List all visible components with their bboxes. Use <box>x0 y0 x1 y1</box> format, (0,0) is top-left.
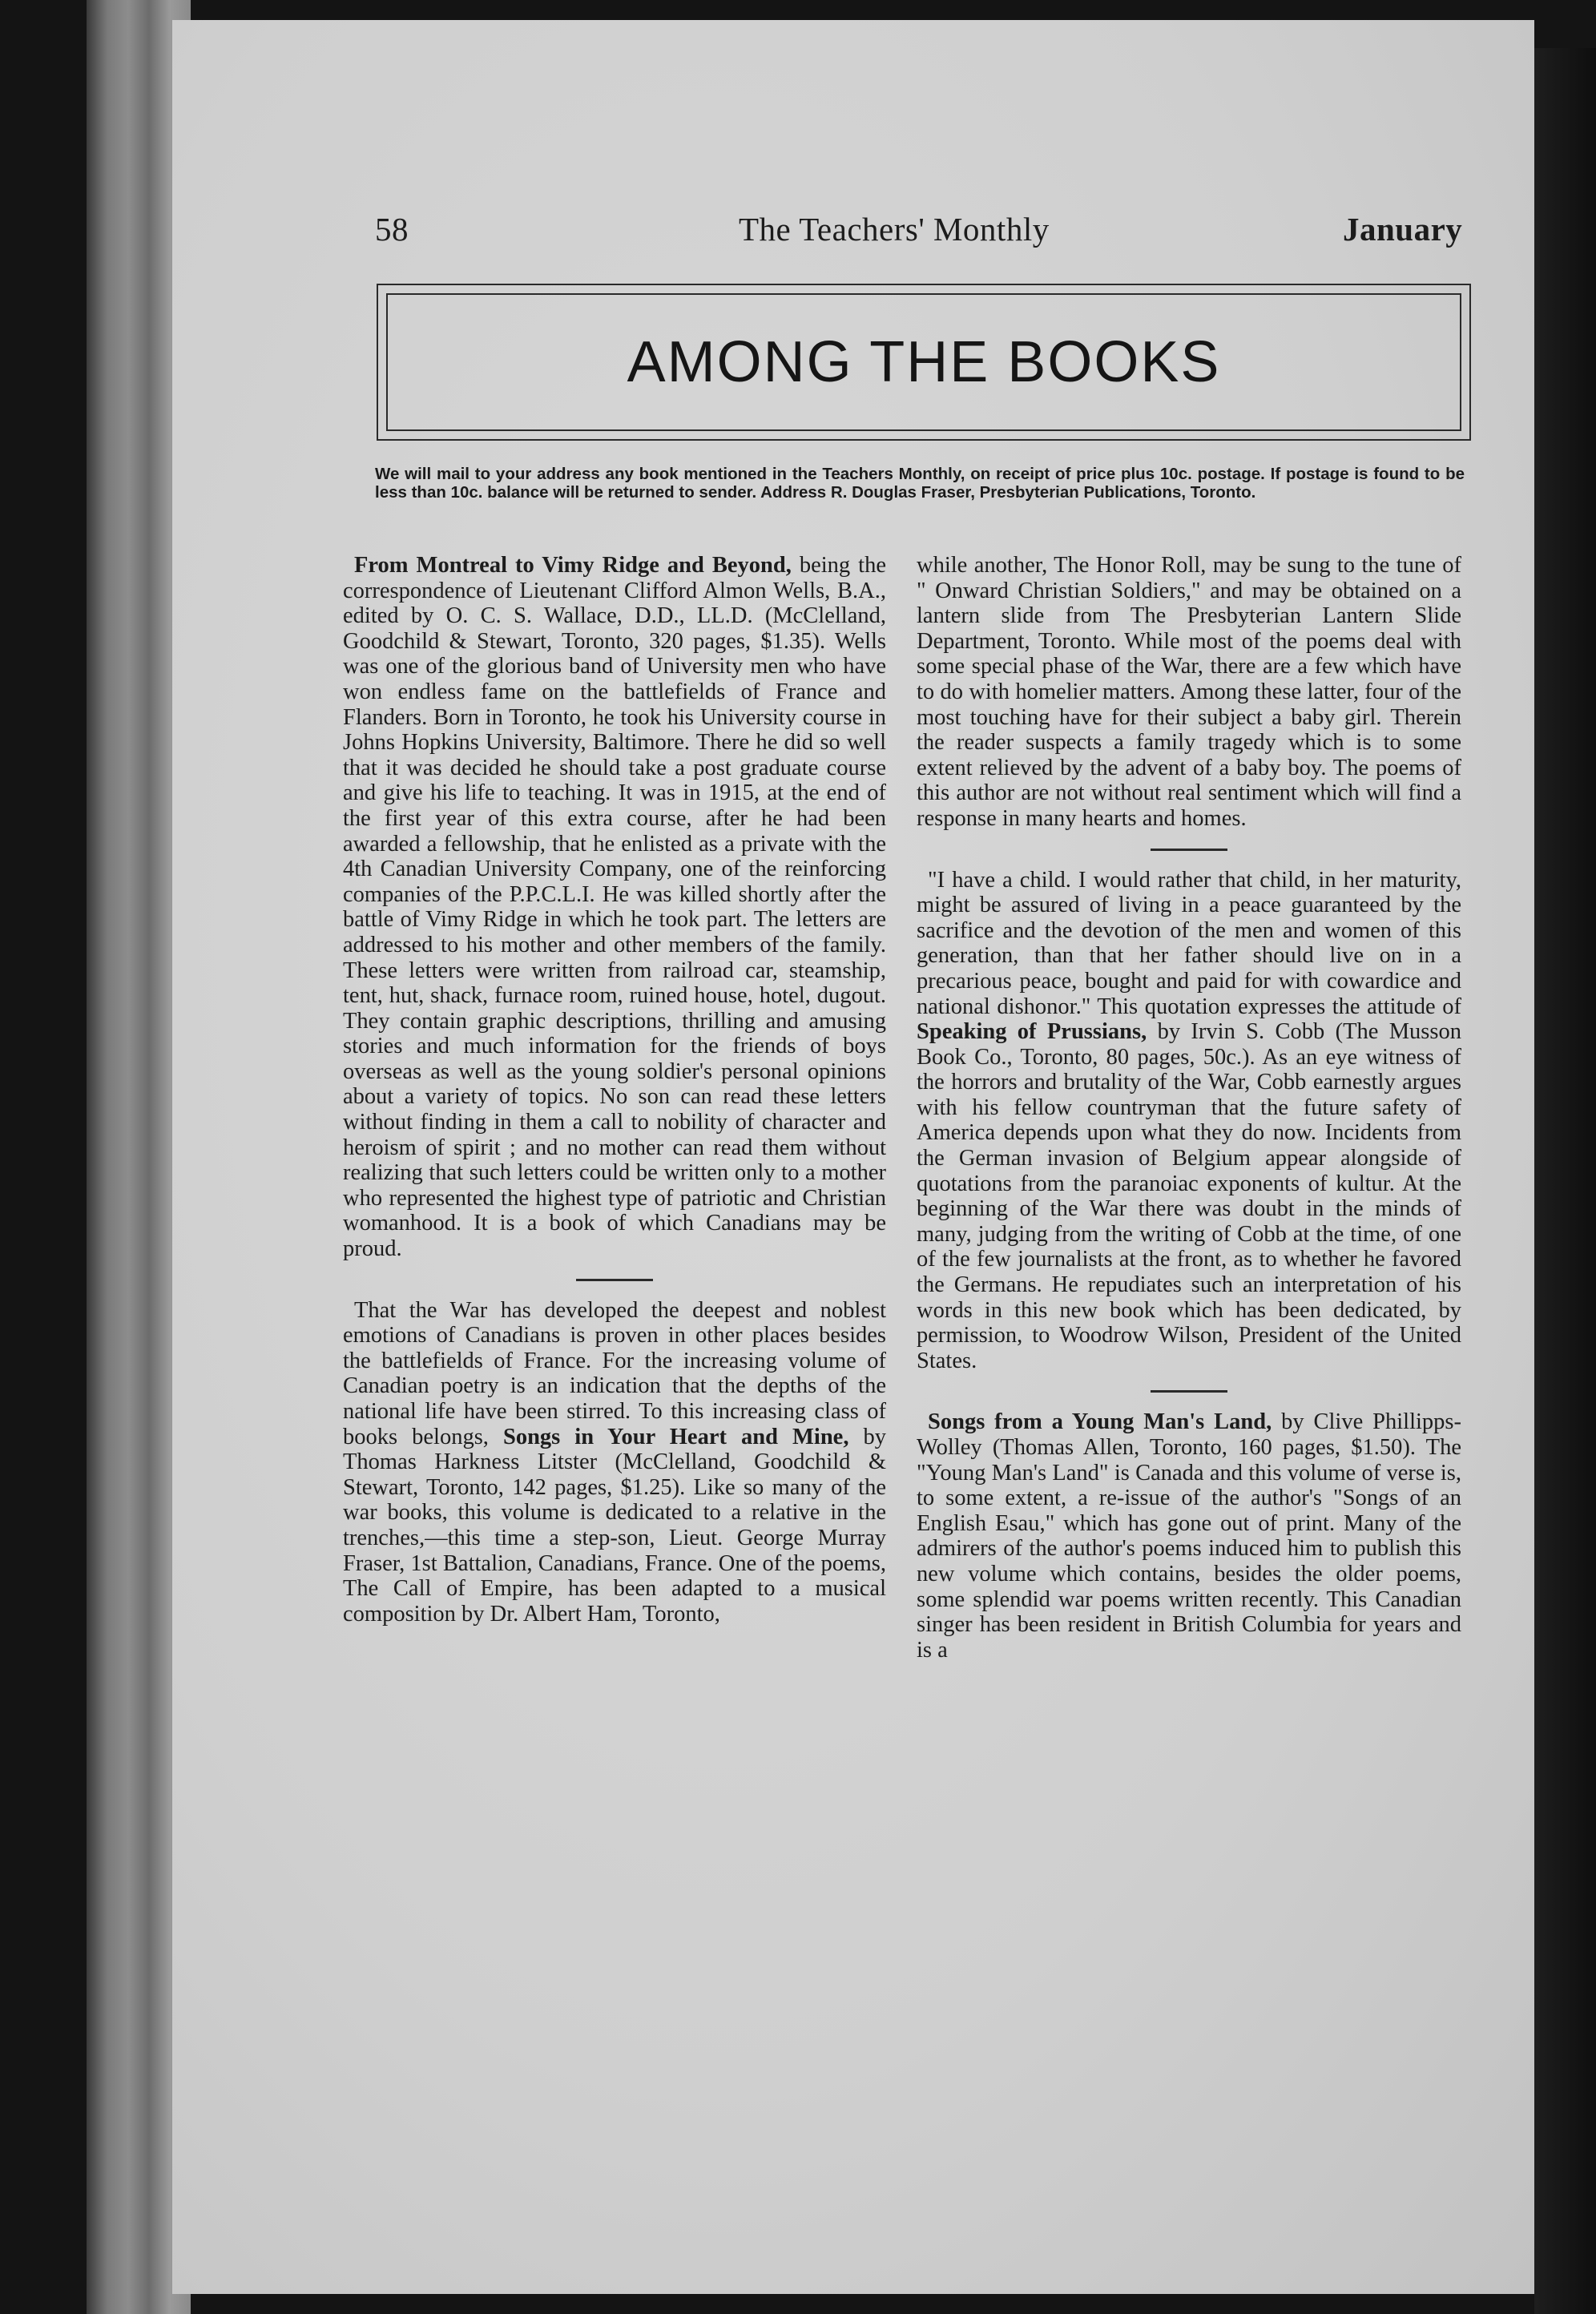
review-vimy-ridge <box>343 553 886 1262</box>
divider-rule <box>576 1279 653 1281</box>
review-continuation: while another, The Honor Roll, may be sung to the tune of " Onward Christian Soldiers," and may be obtained on a lantern slide from The Presbyterian Lantern Slide Department, Toronto. While most of the poems deal with some special phase of the War, there are a few which have to do with homelier matters. Among these latter, four of the most touching have for their subject a baby girl. Therein the reader suspects a family tragedy which is to some extent relieved by the advent of a baby boy. The poems of this author are not without real sentiment which will find a response in many hearts and homes. <box>917 553 1461 831</box>
review-text: by Irvin S. Cobb (The Musson Book Co., Toronto, 80 pages, 50c.). As an eye witness of the horrors and brutality of the War, Cobb earnestly argues with his fellow countryman that the future safety of America depends upon what they do now. Incidents from the German invasion of Belgium appear alongside of quotations from the paranoiac exponents of kultur. At the beginning of the War there was doubt in the minds of many, judging from the writing of Cobb at the time, of one of the few journalists at the front, as to whether he favored the Germans. He repudiates such an interpretation of his words in this new book which has been dedicated, by permission, to Woodrow Wilson, President of the United States. <box>917 1019 1461 1373</box>
review-text: being the correspondence of Lieutenant Clifford Almon Wells, B.A., edited by O. C. S. Wallace, D.D., LL.D. (McClelland, Goodchild & Stewart, Toronto, 320 pages, $1.35). Wells was one of the glorious band of University men who have won endless fame on the battlefields of France and Flanders. Born in Toronto, he took his University course in Johns Hopkins University, Baltimore. There he did so well that it was decided he should take a post graduate course and give his life to teaching. It was in 1915, at the end of the first year of this extra course, after he had been awarded a fellowship, that he enlisted as a private with the 4th Canadian University Company, one of the reinforcing companies of the P.P.C.L.I. He was killed shortly after the battle of Vimy Ridge in which he took part. The letters are addressed to his mother and other members of the family. These letters were written from railroad car, steamship, tent, hut, shack, furnace room, ruined house, hotel, dugout. They contain graphic descriptions, thrilling and amusing stories and much information for the friends of boys overseas as well as the young soldier's personal opinions about a variety of topics. No son can read these letters without finding in them a call to nobility of character and heroism of spirit ; and no mother can read them without realizing that such letters could be written only to a mother who represented the highest type of patriotic and Christian womanhood. It is a book of which Canadians may be proud. <box>343 553 887 1262</box>
review-text: by Thomas Harkness Litster (McClelland, Goodchild & Stewart, Toronto, 142 pages, $1.25). Like so many of the war books, this volume is dedicated to a relative in the trenches,—this time a step-son, Lieut. George Murray Fraser, 1st Battalion, Canadians, France. One of the poems, The Call of Empire, has been adapted to a musical composition by Dr. Albert Ham, Toronto, <box>343 1424 887 1627</box>
section-title: AMONG THE BOOKS <box>627 330 1221 394</box>
review-speaking-prussians <box>917 868 1461 1374</box>
book-title: From Montreal to Vimy Ridge and Beyond, <box>354 553 792 578</box>
page-number: 58 <box>375 211 409 248</box>
review-text: by Clive Phillipps-Wolley (Thomas Allen, Toronto, 160 pages, $1.50). The "Young Man's Land" is Canada and this volume of verse is, to some extent, a re-issue of the author's "Songs of an English Esau," which has gone out of print. Many of the admirers of the author's poems induced him to publish this new volume which contains, besides the older poems, some splendid war poems written recently. This Canadian singer has been resident in British Columbia for years and is a <box>917 1409 1461 1663</box>
review-text: "I have a child. I would rather that child, in her maturity, might be assured of living in a peace guaranteed by the sacrifice and the devotion of the men and women of this generation, than that her father should live on in a precarious peace, bought and paid for with cowardice and national dishonor." This quotation expresses the attitude of <box>917 867 1461 1019</box>
column-left <box>343 553 886 1627</box>
divider-rule <box>1151 1390 1227 1393</box>
divider-rule <box>1151 849 1227 851</box>
section-title-box <box>377 284 1471 441</box>
review-text: That the War has developed the deepest and noblest emotions of Canadians is proven in other places besides the battlefields of France. For the increasing volume of Canadian poetry is an indication that the depths of the national life have been stirred. To this increasing class of books belongs, <box>343 1297 886 1449</box>
section-title-frame <box>386 293 1461 431</box>
review-songs-heart <box>343 1298 886 1627</box>
column-right <box>917 553 1461 1663</box>
book-title: Songs from a Young Man's Land, <box>928 1409 1272 1435</box>
binding-shadow <box>1534 48 1596 2314</box>
mail-order-notice: We will mail to your address any book mentioned in the Teachers Monthly, on receipt of price plus 10c. postage. If postage is found to be less than 10c. balance will be returned to sender. Address R. Douglas Fraser, Presbyterian Publications, Toronto. <box>375 465 1465 502</box>
book-title: Songs in Your Heart and Mine, <box>502 1424 849 1449</box>
review-young-mans-land <box>917 1409 1461 1663</box>
book-title: Speaking of Prussians, <box>917 1019 1147 1045</box>
running-title: The Teachers' Monthly <box>739 211 1050 248</box>
running-month: January <box>1343 211 1463 248</box>
